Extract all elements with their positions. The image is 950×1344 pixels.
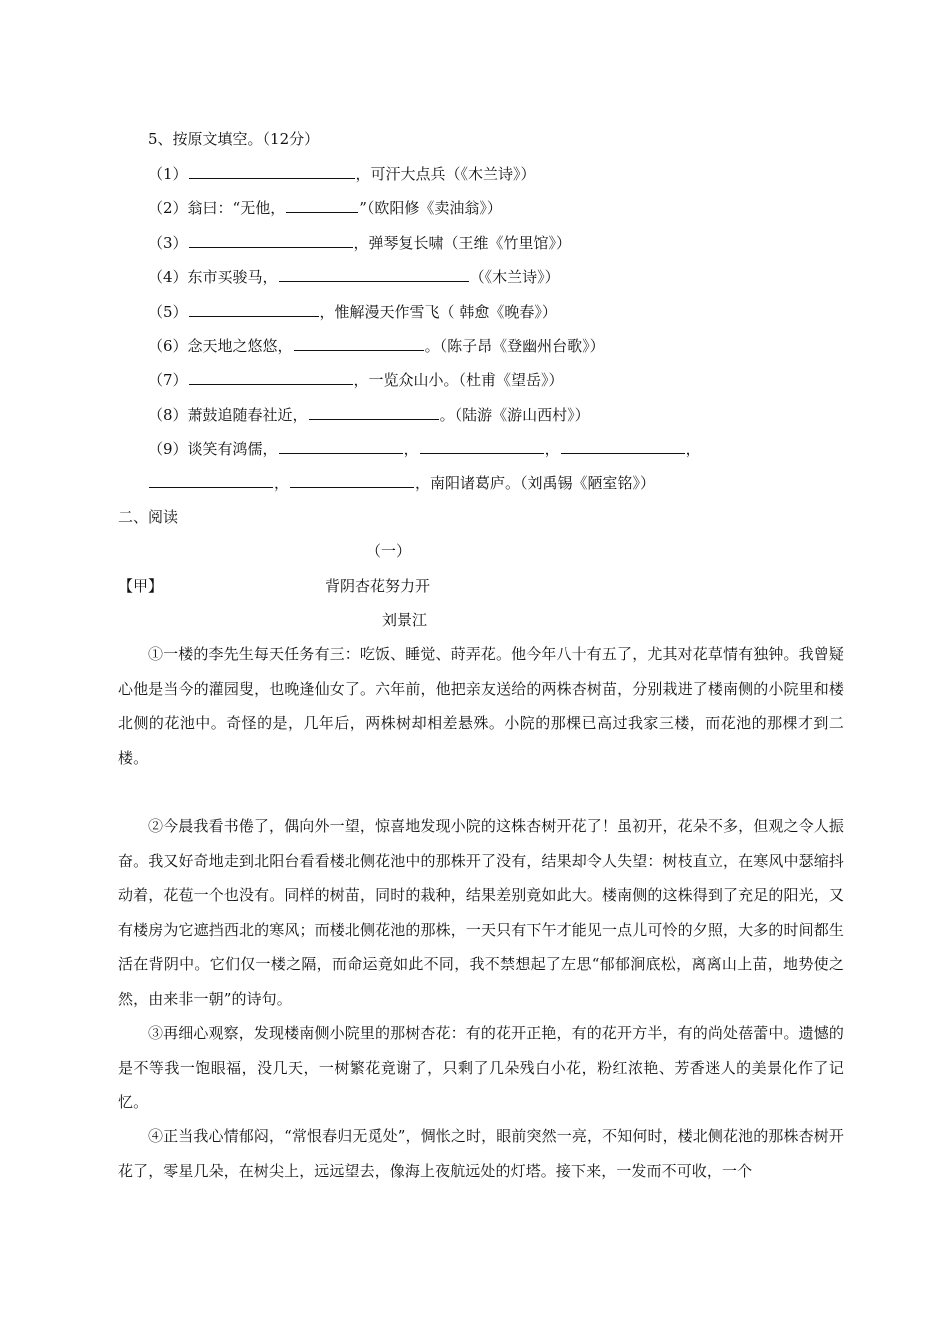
item-separator: ， xyxy=(403,440,419,458)
reading-part-label: （一） xyxy=(366,542,412,560)
article-paragraph-3: ③再细心观察，发现楼南侧小院里的那树杏花：有的花开正艳，有的花开方半，有的尚处蓓蕾中。遗憾的是不等我一饱眼福，没几天，一树繁花竟谢了，只剩了几朵残白小花，粉红浓艳、芳香迷人的美景化作了记忆。 xyxy=(118,1024,844,1111)
item-separator: ， xyxy=(544,440,560,458)
item-text-after: ，可汗大点兵（《木兰诗》） xyxy=(355,165,536,183)
fill-item-9 xyxy=(148,438,701,459)
answer-blank[interactable] xyxy=(290,472,414,488)
item-text-after: ”（欧阳修《卖油翁》） xyxy=(359,199,502,217)
text-jia-label: 【甲】 xyxy=(118,577,164,595)
item-text-after: ，南阳诸葛庐。（刘禹锡《陋室铭》） xyxy=(415,474,656,492)
item-text-before: 萧鼓追随春社近， xyxy=(187,406,308,424)
item-text-before: 翁曰：“无他， xyxy=(187,199,286,217)
item-text-after: （《木兰诗》） xyxy=(469,268,560,286)
item-number: （6） xyxy=(148,337,188,355)
item-text-before: 东市买骏马， xyxy=(187,268,278,286)
answer-blank[interactable] xyxy=(189,301,319,317)
answer-blank[interactable] xyxy=(189,232,353,248)
item-text-after: 。（陈子昂《登幽州台歌》） xyxy=(424,337,605,355)
fill-item-9-continued xyxy=(148,472,655,493)
article-paragraph-4: ④正当我心情郁闷，“常恨春归无觅处”，惆怅之时，眼前突然一亮，不知何时，楼北侧花池的那株杏树开花了，零星几朵，在树尖上，远远望去，像海上夜航远处的灯塔。接下来，一发而不可收，一个 xyxy=(118,1127,844,1180)
answer-blank[interactable] xyxy=(279,438,403,454)
item-number: （4） xyxy=(148,268,188,286)
item-number: （5） xyxy=(148,303,188,321)
item-separator: ， xyxy=(274,474,290,492)
section5-title: 5、按原文填空。（12分） xyxy=(148,130,320,148)
fill-item-8 xyxy=(148,404,590,425)
article-paragraph-1: ①一楼的李先生每天任务有三：吃饭、睡觉、莳弄花。他今年八十有五了，尤其对花草情有独钟。我曾疑心他是当今的灌园叟，也晚逢仙女了。六年前，他把亲友送给的两株杏树苗，分别栽进了楼南侧的小院里和楼北侧的花池中。奇怪的是，几年后，两株树却相差悬殊。小院的那棵已高过我家三楼，而花池的那棵才到二楼。 xyxy=(118,645,844,767)
fill-item-6 xyxy=(148,335,605,356)
item-number: （8） xyxy=(148,406,188,424)
item-separator: ， xyxy=(685,440,701,458)
item-text-after: 。（陆游《游山西村》） xyxy=(439,406,590,424)
answer-blank[interactable] xyxy=(420,438,544,454)
item-text-after: ，弹琴复长啸（王维《竹里馆》） xyxy=(353,234,572,252)
article-title: 背阴杏花努力开 xyxy=(325,577,431,595)
item-text-after: ，惟解漫天作雪飞（ 韩愈《晚春》） xyxy=(319,303,557,321)
fill-item-2 xyxy=(148,197,502,218)
answer-blank[interactable] xyxy=(189,369,353,385)
item-number: （7） xyxy=(148,371,188,389)
article-author: 刘景江 xyxy=(382,611,428,629)
fill-item-4 xyxy=(148,266,560,287)
answer-blank[interactable] xyxy=(294,335,424,351)
answer-blank[interactable] xyxy=(561,438,685,454)
reading-heading: 二、阅读 xyxy=(118,508,179,526)
fill-item-1 xyxy=(148,163,536,184)
answer-blank[interactable] xyxy=(279,266,469,282)
answer-blank[interactable] xyxy=(189,163,355,179)
fill-item-3 xyxy=(148,232,571,253)
item-number: （9） xyxy=(148,440,188,458)
item-number: （1） xyxy=(148,165,188,183)
item-number: （3） xyxy=(148,234,188,252)
fill-item-5 xyxy=(148,301,557,322)
item-text-after: ，一览众山小。（杜甫《望岳》） xyxy=(353,371,564,389)
article-paragraph-2: ②今晨我看书倦了，偶向外一望，惊喜地发现小院的这株杏树开花了！虽初开，花朵不多，但观之令人振奋。我又好奇地走到北阳台看看楼北侧花池中的那株开了没有，结果却令人失望：树枝直立，在寒风中瑟缩抖动着，花苞一个也没有。同样的树苗，同时的栽种，结果差别竟如此大。楼南侧的这株得到了充足的阳光，又有楼房为它遮挡西北的寒风；而楼北侧花池的那株，一天只有下午才能见一点儿可怜的夕照，大多的时间都生活在背阴中。它们仅一楼之隔，而命运竟如此不同，我不禁想起了左思“郁郁涧底松，离离山上苗，地势使之然，由来非一朝”的诗句。 xyxy=(118,817,844,1008)
item-text-before: 谈笑有鸿儒， xyxy=(187,440,278,458)
fill-item-7 xyxy=(148,369,564,390)
answer-blank[interactable] xyxy=(286,197,358,213)
item-text-before: 念天地之悠悠， xyxy=(187,337,293,355)
answer-blank[interactable] xyxy=(149,472,273,488)
answer-blank[interactable] xyxy=(309,404,439,420)
item-number: （2） xyxy=(148,199,188,217)
